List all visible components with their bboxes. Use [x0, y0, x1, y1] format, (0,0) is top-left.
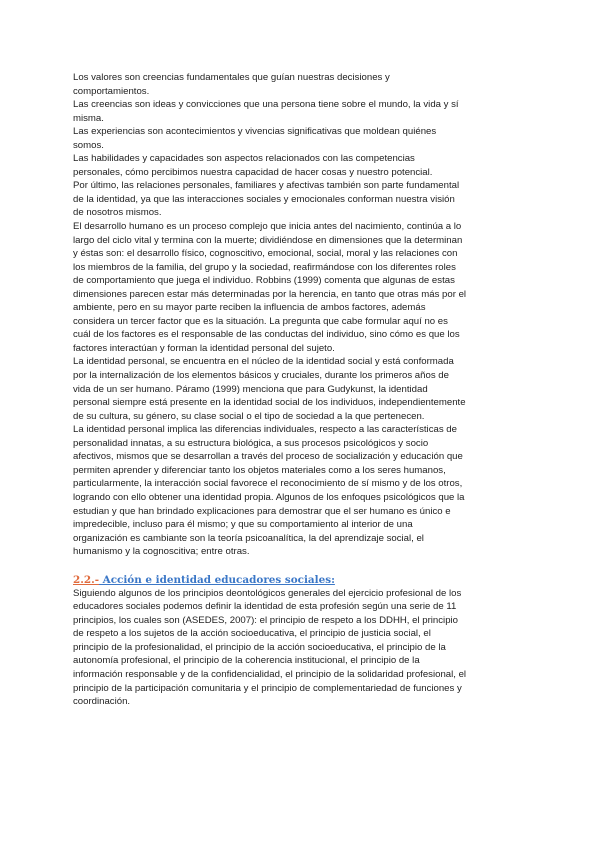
paragraph: [73, 587, 528, 709]
text-line: de respeto a los sujetos de la acción socioeducativa, el principio de justicia social, el: [73, 628, 431, 640]
text-line: misma.: [73, 112, 104, 124]
text-line: particularmente, la interacción social favorece el reconocimiento de sí mismo y de los otros,: [73, 478, 463, 490]
text-line: largo del ciclo vital y termina con la muerte; dividiéndose en dimensiones que la determinan: [73, 234, 463, 246]
text-line: logrando con ello obtener una identidad propia. Algunos de los enfoques psicológicos que la: [73, 491, 465, 503]
text-line: factores interactúan y forman la identidad personal del sujeto.: [73, 342, 335, 354]
text-line: La identidad personal implica las diferencias individuales, respecto a las características de: [73, 424, 457, 436]
text-line: de comportamiento que juega el individuo. Robbins (1999) comenta que algunas de estas: [73, 275, 455, 287]
paragraph: [73, 152, 528, 179]
text-line: dimensiones parecen estar más determinadas por la herencia, en tanto que otras más por el: [73, 288, 467, 300]
paragraph: [73, 98, 528, 125]
text-line: permiten aprender y diferenciar tanto los objetos materiales como a los seres humanos,: [73, 464, 446, 476]
text-line: personalidad innatas, a su estructura biológica, a sus procesos psicológicos y socio: [73, 437, 429, 449]
text-line: Las creencias son ideas y convicciones que una persona tiene sobre el mundo, la vida y sí: [73, 99, 459, 111]
paragraph: [73, 423, 528, 558]
text-line: considera un tercer factor que es la situación. La pregunta que cabe formular aquí no es: [73, 315, 448, 327]
text-line: por la internalización de los elementos básicos y cruciales, durante los primeros años de: [73, 370, 449, 382]
text-line: de su cultura, su género, su clase social o el tipo de sociedad a la que pertenecen.: [73, 410, 425, 422]
paragraph: [73, 220, 528, 355]
text-line: coordinación.: [73, 696, 131, 708]
text-line: afectivos, mismos que se desarrollan a través del proceso de socialización y educación que: [73, 451, 463, 463]
text-line: comportamientos.: [73, 85, 150, 97]
section-number: 2.2.-: [73, 573, 100, 586]
text-line: de nosotros mismos.: [73, 207, 162, 219]
text-line: somos.: [73, 139, 104, 151]
text-line: Por último, las relaciones personales, familiares y afectivas también son parte fundamental: [73, 180, 460, 192]
paragraph: [73, 125, 528, 152]
paragraph: [73, 71, 528, 98]
text-line: humanismo y la cognoscitiva; entre otras.: [73, 546, 250, 558]
section-heading: [73, 573, 528, 587]
text-line: los miembros de la familia, del grupo y la sociedad, reafirmándose con los diferentes roles: [73, 261, 456, 273]
text-line: organización es cambiante son la teoría psicoanalítica, la del aprendizaje social, el: [73, 532, 424, 544]
text-line: educadores sociales podemos definir la identidad de esta profesión según una serie de 11: [73, 601, 457, 613]
text-line: información responsable y de la confidencialidad, el principio de la solidaridad profesional, el: [73, 668, 467, 680]
text-line: El desarrollo humano es un proceso complejo que inicia antes del nacimiento, continúa a lo: [73, 221, 462, 233]
final-paragraph: [73, 587, 528, 709]
text-line: La identidad personal, se encuentra en el núcleo de la identidad social y está conformada: [73, 356, 454, 368]
paragraph: [73, 179, 528, 220]
text-line: autonomía profesional, el principio de la coherencia institucional, el principio de la: [73, 655, 420, 667]
text-line: vida de un ser humano. Páramo (1999) menciona que para Gudykunst, la identidad: [73, 383, 428, 395]
text-line: principios, los cuales son (ASEDES, 2007): el principio de respeto a los DDHH, el principio: [73, 614, 458, 626]
document-body: [73, 71, 528, 709]
text-line: ambiente, pero en su mayor parte reciben la influencia de ambos factores, además: [73, 302, 426, 314]
text-line: Las habilidades y capacidades son aspectos relacionados con las competencias: [73, 153, 415, 165]
text-line: de la identidad, ya que las interacciones sociales y emocionales conforman nuestra visión: [73, 193, 455, 205]
text-line: y éstas son: el desarrollo físico, cognoscitivo, emocional, social, moral y las relaciones con: [73, 248, 458, 260]
text-line: personal siempre está presente en la identidad social de los individuos, independientemente: [73, 397, 466, 409]
text-line: principio de la participación comunitaria y el principio de complementariedad de funciones y: [73, 682, 462, 694]
text-line: impredecible, incluso para él mismo; y que su comportamiento al interior de una: [73, 519, 413, 531]
text-line: cuál de los factores es el responsable de las conductas del individuo, sino cómo es que los: [73, 329, 460, 341]
paragraph: [73, 355, 528, 423]
text-line: principio de la profesionalidad, el principio de la acción socioeducativa, el principio de la: [73, 641, 446, 653]
text-line: Las experiencias son acontecimientos y vivencias significativas que moldean quiénes: [73, 126, 437, 138]
text-line: Los valores son creencias fundamentales que guían nuestras decisiones y: [73, 72, 390, 83]
body-paragraphs: [73, 71, 528, 559]
text-line: estudian y que han brindado explicaciones para demostrar que el ser humano es único e: [73, 505, 451, 517]
text-line: personales, cómo percibimos nuestra capacidad de hacer cosas y nuestro potencial.: [73, 166, 433, 178]
text-line: Siguiendo algunos de los principios deontológicos generales del ejercicio profesional de los: [73, 587, 462, 599]
section-title: Acción e identidad educadores sociales:: [99, 573, 335, 586]
